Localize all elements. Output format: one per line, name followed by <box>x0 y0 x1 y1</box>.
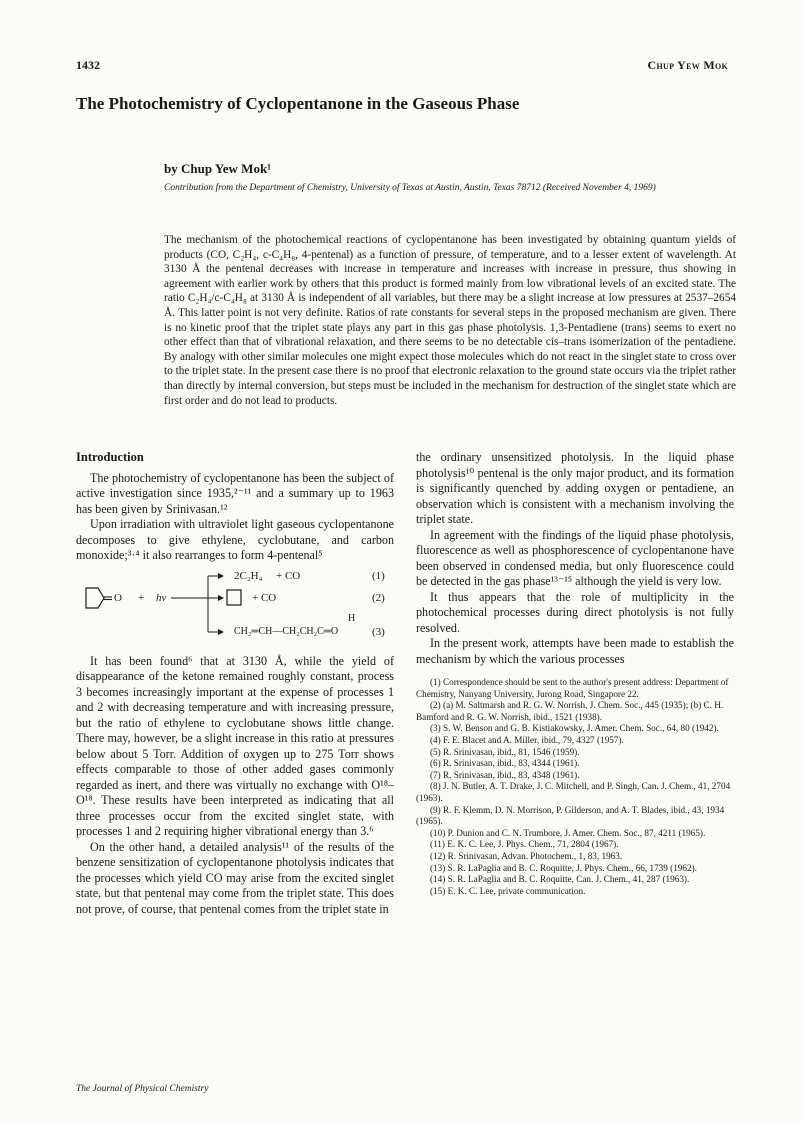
footnotes <box>416 677 734 897</box>
arrowhead-1 <box>218 573 224 579</box>
intro-paragraph-1: The photochemistry of cyclopentanone has been the subject of active investigation since 1935,²⁻¹¹ and a summary up to 1963 has been given by Srinivasan.¹² <box>76 470 394 516</box>
cyclobutane-ring <box>227 590 241 605</box>
footnote: (1) Correspondence should be sent to the author's present address: Department of Chemistry, Nanyang University, Jurong Road, Singapore 22. <box>416 677 729 699</box>
journal-footer: The Journal of Physical Chemistry <box>76 1084 209 1094</box>
footnote: (7) R. Srinivasan, ibid., 83, 4348 (1961). <box>430 769 580 780</box>
article-title: The Photochemistry of Cyclopentanone in the Gaseous Phase <box>76 94 520 113</box>
scheme-label-1: (1) <box>372 569 385 582</box>
footnote: (14) S. R. LaPaglia and B. C. Roquitte, Can. J. Chem., 41, 287 (1963). <box>430 874 690 885</box>
scheme-co-1: + CO <box>276 569 301 582</box>
reaction-scheme <box>76 570 394 640</box>
intro-paragraph-6: In agreement with the findings of the liquid phase photolysis, fluorescence as well as phosphorescence of cyclopentanone have been observed in condensed media, but only fluorescence could be detected in the gas phase¹³⁻¹⁵ although the yield is very low. <box>416 527 734 588</box>
intro-paragraph-4: On the other hand, a detailed analysis¹¹ of the results of the benzene sensitization of cyclopentanone photolysis indicates that the processes which yield CO may arise from the excited singlet state, but that pentenal may come from the triplet state. This does not prove, of course, that pentenal comes from the triplet state in <box>76 839 394 916</box>
footnote: (6) R. Srinivasan, ibid., 83, 4344 (1961). <box>430 758 580 769</box>
abstract: The mechanism of the photochemical reactions of cyclopentanone has been investigated by obtaining quantum yields of products (CO, C₂H₄, c-C₄H₈, 4-pentenal) as a function of pressure, of temperature, and to a lesser extent of wavelength. At 3130 Å the pentenal decreases with increase in temperature and increases with increase in pressure, thus showing in agreement with earlier work by others that this product is formed mainly from low vibrational levels of an excited state. The ratio C₂H₄/c-C₄H₈ at 3130 Å is independent of all variables, but there may be a slight increase at low pressures at 2537–2654 Å. This latter point is not very definite. Ratios of rate constants for several steps in the proposed mechanism are given. There is no kinetic proof that the triplet state plays any part in this gas phase photolysis. 1,3-Pentadiene (trans) seems to exert no other effect than that of vibrational relaxation, and there seems to be no detectable cis–trans isomerization of the pentadiene. By analogy with other similar molecules one might expect those molecules which do not react in the singlet state to cross over to the triplet state. In the present case there is no proof that electronic relaxation to the ground state occurs via the triplet rather than directly by internal conversion, but steps must be included in the mechanism for destruction of the singlet state which are first order and do not lead to products. <box>164 234 736 407</box>
scheme-h-atom: H <box>348 612 356 624</box>
footnote: (13) S. R. LaPaglia and B. C. Roquitte, J. Phys. Chem., 66, 1739 (1962). <box>430 862 697 873</box>
footnote: (2) (a) M. Saltmarsh and R. G. W. Norrish, J. Chem. Soc., 445 (1935); (b) C. H. Bamford and R. G. W. Norrish, ibid., 1521 (1938). <box>416 700 724 722</box>
scheme-hv: hν <box>156 591 167 604</box>
scheme-product-1: 2C₂H₄ <box>234 569 263 582</box>
footnote: (4) F. E. Blacet and A. Miller, ibid., 79, 4327 (1957). <box>430 734 624 745</box>
cyclopentanone-ring <box>86 588 104 608</box>
arrowhead-3 <box>218 629 224 635</box>
intro-paragraph-7: It thus appears that the role of multiplicity in the photochemical processes during direct photolysis is not fully resolved. <box>416 589 734 635</box>
footnote: (5) R. Srinivasan, ibid., 81, 1546 (1959). <box>430 746 580 757</box>
intro-paragraph-2: Upon irradiation with ultraviolet light gaseous cyclopentanone decomposes to give ethylene, cyclobutane, and carbon monoxide;³·⁴ it also rearranges to form 4-pentenal⁵ <box>76 517 394 562</box>
footnote: (15) E. K. C. Lee, private communication. <box>430 885 586 896</box>
intro-paragraph-3: It has been found⁶ that at 3130 Å, while the yield of disappearance of the ketone remained roughly constant, process 3 becomes increasingly important at the expense of processes 1 and 2 with decreasing temperature and with increasing pressure, but the ratio of ethylene to cyclobutane shows little change. There may, however, be a slight increase in this ratio at pressures below about 5 Torr. Addition of oxygen up to 275 Torr shows effects comparable to those of other added gases commonly regarded as inert, and there was virtually no exchange with O¹⁸–O¹⁸. These results have been interpreted as indicating that all three processes occur from the excited singlet state, with processes 1 and 2 requiring higher vibrational energy than 3.⁶ <box>76 653 394 838</box>
running-head: Chup Yew Mok <box>647 58 728 72</box>
footnote: (12) R. Srinivasan, Advan. Photochem., 1, 83, 1963. <box>430 850 623 861</box>
arrowhead-2 <box>218 595 224 601</box>
scheme-reactant-oxygen: O <box>114 591 122 604</box>
left-column <box>76 450 394 917</box>
footnote: (9) R. F. Klemm, D. N. Morrison, P. Gilderson, and A. T. Blades, ibid., 43, 1934 (1965). <box>416 804 725 827</box>
footnote: (8) J. N. Butler, A. T. Drake, J. C. Mitchell, and P. Singh, Can. J. Chem., 41, 2704 (1963). <box>416 781 731 803</box>
intro-paragraph-8: In the present work, attempts have been made to establish the mechanism by which the various processes <box>416 636 734 666</box>
footnote: (10) P. Dunion and C. N. Trumbore, J. Amer. Chem. Soc., 87, 4211 (1965). <box>430 827 706 838</box>
footnote: (11) E. K. C. Lee, J. Phys. Chem., 71, 2804 (1967). <box>430 839 619 850</box>
affiliation: Contribution from the Department of Chemistry, University of Texas at Austin, Austin, Texas 78712 (Received November 4, 1969) <box>164 183 656 193</box>
scheme-label-2: (2) <box>372 591 385 604</box>
page-number: 1432 <box>76 58 100 72</box>
scheme-label-3: (3) <box>372 625 385 638</box>
right-column <box>416 450 734 897</box>
section-heading-introduction: Introduction <box>76 450 144 464</box>
footnote: (3) S. W. Benson and G. B. Kistiakowsky, J. Amer. Chem. Soc., 64, 80 (1942). <box>430 723 719 734</box>
byline: by Chup Yew Mok¹ <box>164 161 272 176</box>
scheme-co-2: + CO <box>252 591 277 604</box>
scheme-plus: + <box>138 591 145 604</box>
scheme-product-3: CH₂═CH—CH₂CH₂C═O <box>234 625 339 637</box>
intro-paragraph-5: the ordinary unsensitized photolysis. In the liquid phase photolysis¹⁰ pentenal is the only major product, and its formation is significantly quenched by adding oxygen or pentadiene, an observation which is consistent with a mechanism involving the triplet state. <box>416 450 734 526</box>
